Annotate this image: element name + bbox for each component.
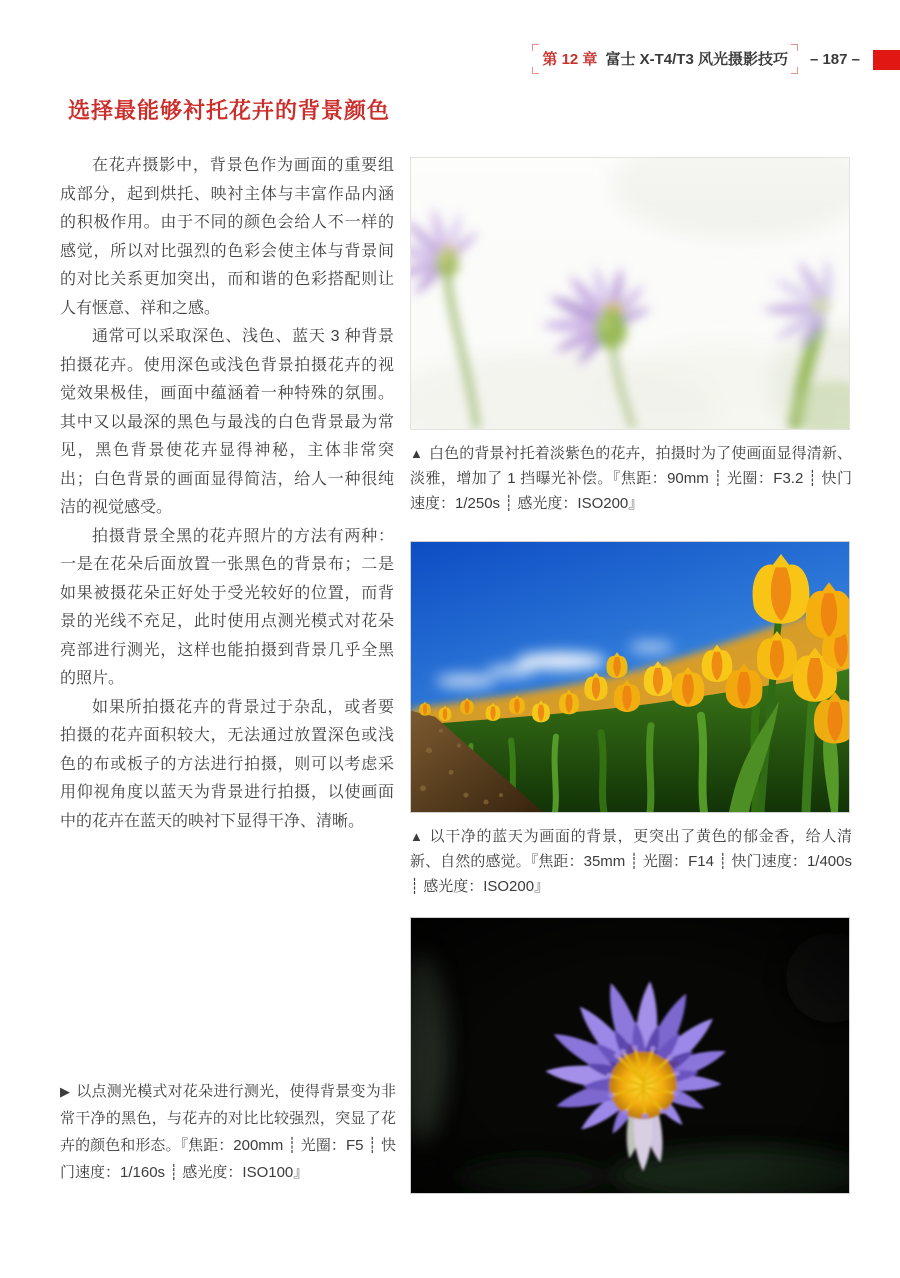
photo-daisies <box>410 157 850 430</box>
page-header <box>532 44 860 74</box>
page-corner-marker <box>873 50 900 70</box>
up-triangle-icon: ▲ <box>410 446 423 461</box>
chapter-title-frame <box>532 44 798 74</box>
paragraph: 拍摄背景全黑的花卉照片的方法有两种：一是在花朵后面放置一张黑色的背景布；二是如果被摄花朵正好处于受光较好的位置，而背景的光线不充足，此时使用点测光模式对花朵亮部进行测光，这样也能拍摄到背景几乎全黑的照片。 <box>60 527 394 687</box>
body-text-column <box>60 152 394 836</box>
chapter-number: 第 12 章 <box>542 51 598 68</box>
bracket-corner-icon <box>532 67 539 74</box>
caption-photo-tulips <box>410 824 852 899</box>
daisies-illustration <box>411 158 849 429</box>
caption-photo-daisies <box>410 441 852 516</box>
up-triangle-icon: ▲ <box>410 829 424 844</box>
bracket-corner-icon <box>532 44 539 51</box>
photo-waterlily <box>410 917 850 1194</box>
right-triangle-icon: ▶ <box>60 1084 71 1099</box>
paragraph: 如果所拍摄花卉的背景过于杂乱，或者要拍摄的花卉面积较大，无法通过放置深色或浅色的布或板子的方法进行拍摄，则可以考虑采用仰视角度以蓝天为背景进行拍摄，以使画面中的花卉在蓝天的映衬下显得干净、清晰。 <box>60 698 394 830</box>
tulips-illustration <box>411 542 849 812</box>
bracket-corner-icon <box>791 44 798 51</box>
photo-tulips <box>410 541 850 813</box>
paragraph: 在花卉摄影中，背景色作为画面的重要组成部分，起到烘托、映衬主体与丰富作品内涵的积极作用。由于不同的颜色会给人不一样的感觉，所以对比强烈的色彩会使主体与背景间的对比关系更加突出，而和谐的色彩搭配则让人有惬意、祥和之感。 <box>60 157 394 317</box>
caption-text: 白色的背景衬托着淡紫色的花卉，拍摄时为了使画面显得清新、淡雅，增加了 1 挡曝光补偿。『焦距：90mm ┊ 光圈：F3.2 ┊ 快门速度：1/250s ┊ 感光度：ISO200』 <box>410 445 852 512</box>
caption-text: 以干净的蓝天为画面的背景，更突出了黄色的郁金香，给人清新、自然的感觉。『焦距：35mm ┊ 光圈：F14 ┊ 快门速度：1/400s ┊ 感光度：ISO200』 <box>410 828 852 895</box>
caption-text: 以点测光模式对花朵进行测光，使得背景变为非常干净的黑色，与花卉的对比比较强烈，突显了花卉的颜色和形态。『焦距：200mm ┊ 光圈：F5 ┊ 快门速度：1/160s ┊ 感光度：ISO100』 <box>60 1083 396 1181</box>
book-title: 富士 X-T4/T3 风光摄影技巧 <box>605 51 788 68</box>
section-title: 选择最能够衬托花卉的背景颜色 <box>68 98 391 123</box>
waterlily-illustration <box>411 918 849 1193</box>
paragraph: 通常可以采取深色、浅色、蓝天 3 种背景拍摄花卉。使用深色或浅色背景拍摄花卉的视觉效果极佳，画面中蕴涵着一种特殊的氛围。其中又以最深的黑色与最浅的白色背景最为常见，黑色背景使花卉显得神秘，主体非常突出；白色背景的画面显得简洁，给人一种很纯洁的视觉感受。 <box>60 328 394 516</box>
caption-photo-waterlily <box>60 1078 396 1186</box>
page-number: – 187 – <box>809 50 860 68</box>
bracket-corner-icon <box>791 67 798 74</box>
